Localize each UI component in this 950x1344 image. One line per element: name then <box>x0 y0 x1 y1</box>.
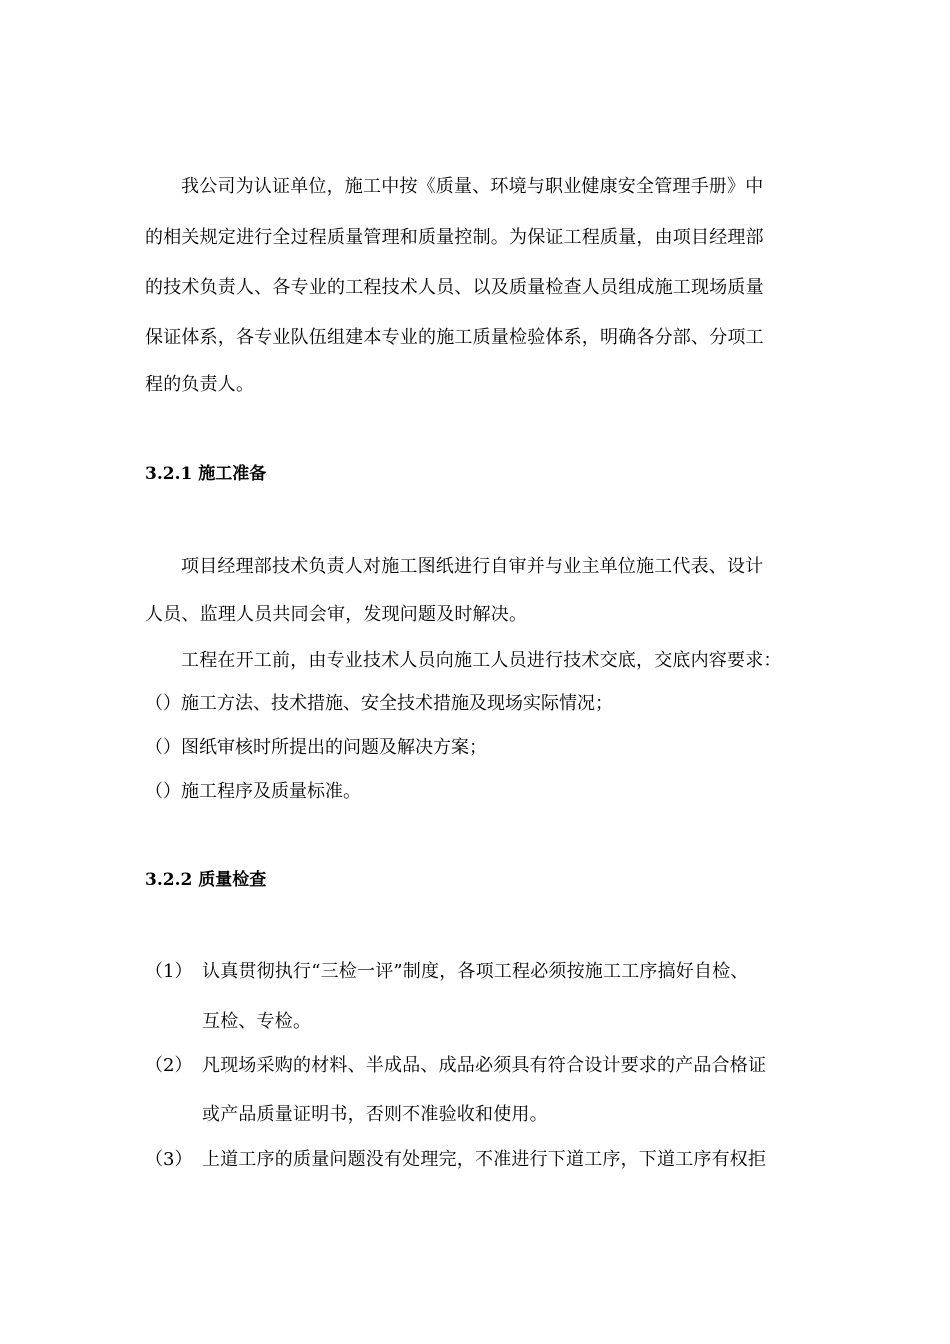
check-item-2-number: （2） <box>145 1055 193 1076</box>
check-item-1-line-2: 互检、专检。 <box>202 1011 312 1032</box>
prep-para2: 工程在开工前，由专业技术人员向施工人员进行技术交底，交底内容要求： <box>181 650 782 671</box>
check-item-3-number: （3） <box>145 1149 193 1170</box>
check-item-1-number: （1） <box>145 961 193 982</box>
check-item-2-line-1: 凡现场采购的材料、半成品、成品必须具有符合设计要求的产品合格证 <box>202 1055 767 1076</box>
prep-item-3: （）施工程序及质量标准。 <box>145 781 361 802</box>
prep-item-1: （）施工方法、技术措施、安全技术措施及现场实际情况； <box>145 693 613 714</box>
prep-item-2: （）图纸审核时所提出的问题及解决方案； <box>145 737 487 758</box>
intro-line-3: 的技术负责人、各专业的工程技术人员、以及质量检查人员组成施工现场质量 <box>145 277 764 298</box>
intro-line-4: 保证体系，各专业队伍组建本专业的施工质量检验体系，明确各分部、分项工 <box>145 327 764 348</box>
intro-line-2: 的相关规定进行全过程质量管理和质量控制。为保证工程质量，由项目经理部 <box>145 227 764 248</box>
prep-para1-line-1: 项目经理部技术负责人对施工图纸进行自审并与业主单位施工代表、设计 <box>181 556 764 577</box>
check-item-1-line-1: 认真贯彻执行“三检一评”制度，各项工程必须按施工工序搞好自检、 <box>202 961 749 982</box>
intro-line-1: 我公司为认证单位，施工中按《质量、环境与职业健康安全管理手册》中 <box>181 176 764 197</box>
intro-line-5: 程的负责人。 <box>145 374 255 395</box>
prep-para1-line-2: 人员、监理人员共同会审，发现问题及时解决。 <box>145 604 528 625</box>
check-item-2-line-2: 或产品质量证明书，否则不准验收和使用。 <box>202 1104 548 1125</box>
section-heading-321: 3.2.1 施工准备 <box>145 464 267 484</box>
check-item-3-line-1: 上道工序的质量问题没有处理完，不准进行下道工序，下道工序有权拒 <box>202 1149 767 1170</box>
section-heading-322: 3.2.2 质量检查 <box>145 870 267 890</box>
